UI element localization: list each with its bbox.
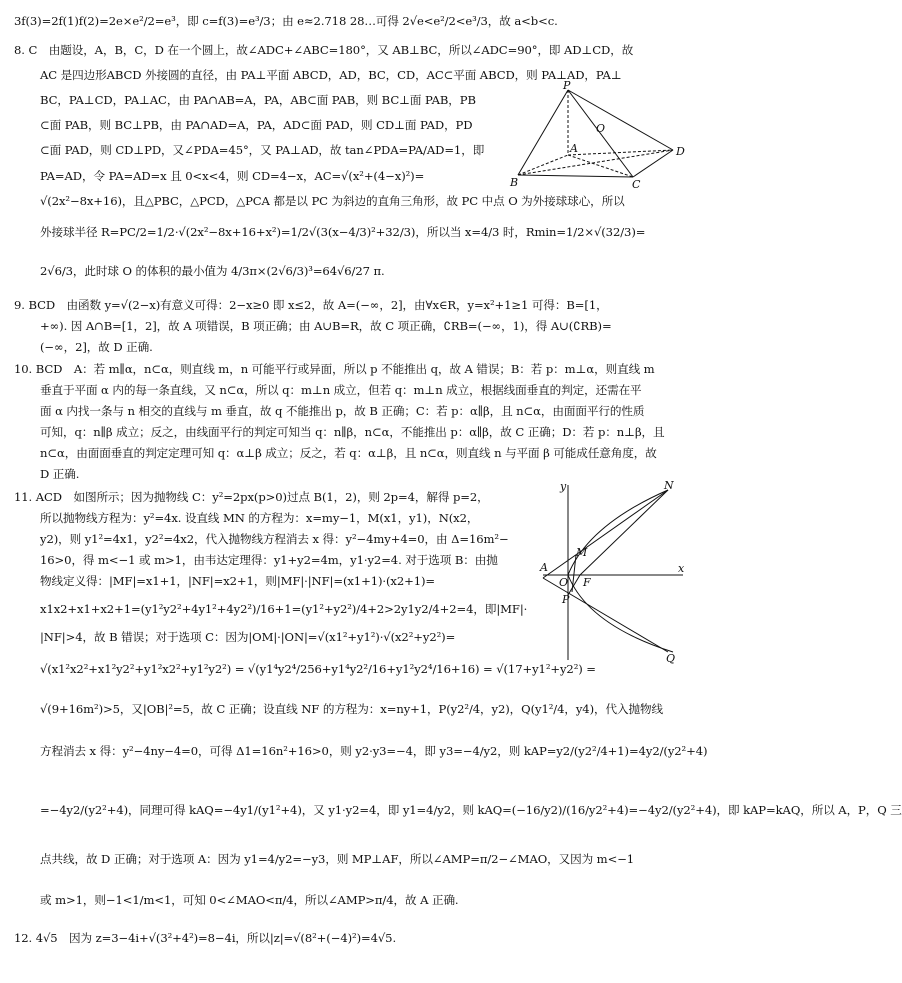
text-line: 点共线，故 D 正确；对于选项 A：因为 y1=4/y2=−y3，则 MP⊥AF，所以∠AMP=π/2−∠MAO，又因为 m<−1 [40,852,635,866]
text-line: =−4y2/(y2²+4)，同理可得 kAQ=−4y1/(y1²+4)，又 y1·y2=4，即 y1=4/y2，则 kAQ=(−16/y2)/(16/y2²+4)=−4y2/(y2²+4)，即 kAP=kAQ，所以 A，P，Q 三 [40,803,902,817]
label-y: y [560,480,567,493]
text-line: D 正确. [40,467,80,481]
label-o: O [596,122,606,135]
pyramid-figure [508,80,688,190]
text-line: 9. BCD 由函数 y=√(2−x)有意义可得：2−x≥0 即 x≤2，故 A=(−∞，2]，由∀x∈R，y=x²+1≥1 可得：B=[1， [14,298,608,312]
text-line: 10. BCD A：若 m∥α，n⊂α，则直线 m，n 可能平行或异面，所以 p 不能推出 q，故 A 错误；B：若 p：m⊥α，则直线 m [14,362,655,376]
text-line: 3f(3)=2f(1)f(2)=2e×e²/2=e³，即 c=f(3)=e³/3；由 e≈2.718 28…可得 2√e<e²/2<e³/3，故 a<b<c. [14,14,558,28]
text-line: |NF|>4，故 B 错误；对于选项 C：因为|OM|·|ON|=√(x1²+y1²)·√(x2²+y2²)= [40,630,456,644]
text-line: 所以抛物线方程为：y²=4x. 设直线 MN 的方程为：x=my−1，M(x1，y1)，N(x2， [40,511,479,525]
label-d: D [676,145,685,158]
text-line: √(2x²−8x+16)，且△PBC，△PCD，△PCA 都是以 PC 为斜边的直角三角形，故 PC 中点 O 为外接球球心，所以 [40,194,625,208]
text-line: BC，PA⊥CD，PA⊥AC，由 PA∩AB=A，PA，AB⊂面 PAB，则 BC⊥面 PAB，PB [40,93,476,107]
text-line: +∞). 因 A∩B=[1，2]，故 A 项错误，B 项正确；由 A∪B=R，故 C 项正确，∁RB=(−∞，1)，得 A∪(∁RB)= [40,319,612,333]
text-line: 12. 4√5 因为 z=3−4i+√(3²+4²)=8−4i，所以|z|=√(8²+(−4)²)=4√5. [14,931,397,945]
label-c: C [632,178,641,191]
label-f: F [583,576,591,589]
text-line: √(9+16m²)>5，又|OB|²=5，故 C 正确；设直线 NF 的方程为：x=ny+1，P(y2²/4，y2)，Q(y1²/4，y4)，代入抛物线 [40,702,663,716]
text-line: y2)，则 y1²=4x1，y2²=4x2，代入抛物线方程消去 x 得：y²−4my+4=0，由 Δ=16m²− [40,532,509,546]
text-line: 方程消去 x 得：y²−4ny−4=0，可得 Δ1=16n²+16>0，则 y2·y3=−4，即 y3=−4/y2，则 kAP=y2/(y2²/4+1)=4y2/(y2²+4) [40,744,708,758]
text-line: 面 α 内找一条与 n 相交的直线与 m 垂直，故 q 不能推出 p，故 B 正确；C：若 p：α∥β，且 n⊂α，由面面平行的性质 [40,404,645,418]
text-line: PA=AD，令 PA=AD=x 且 0<x<4，则 CD=4−x，AC=√(x²+(4−x)²)= [40,169,425,183]
text-line: AC 是四边形ABCD 外接圆的直径，由 PA⊥平面 ABCD，AD，BC，CD，AC⊂平面 ABCD，则 PA⊥AD，PA⊥ [40,68,622,82]
text-line: n⊂α，由面面垂直的判定定理可知 q：α⊥β 成立；反之，若 q：α⊥β，且 n⊂α，则直线 n 与平面 β 可能成任意角度，故 [40,446,657,460]
text-line: 或 m>1，则−1<1/m<1，可知 0<∠MAO<π/4，所以∠AMP>π/4，故 A 正确. [40,893,459,907]
label-b: B [510,176,519,189]
text-line: ⊂面 PAB，则 BC⊥PB，由 PA∩AD=A，PA，AD⊂面 PAD，则 CD⊥面 PAD，PD [40,118,473,132]
label-x: x [678,562,685,575]
label-m: M [576,546,588,559]
text-line: 8. C 由题设，A，B，C，D 在一个圆上，故∠ADC+∠ABC=180°，又 AB⊥BC，所以∠ADC=90°，即 AD⊥CD，故 [14,43,634,57]
text-line: ⊂面 PAD，则 CD⊥PD，又∠PDA=45°，又 PA⊥AD，故 tan∠PDA=PA/AD=1，即 [40,143,485,157]
parabola-figure [538,480,688,665]
text-line: √(x1²x2²+x1²y2²+y1²x2²+y1²y2²) = √(y1⁴y2⁴/256+y1⁴y2²/16+y1²y2⁴/16+16) = √(17+y1²+y2²) = [40,662,596,676]
label-a: A [570,142,578,155]
label-n: N [664,479,674,492]
text-line: 物线定义得：|MF|=x1+1，|NF|=x2+1，则|MF|·|NF|=(x1+1)·(x2+1)= [40,574,436,588]
text-line: 16>0，得 m<−1 或 m>1，由韦达定理得：y1+y2=4m，y1·y2=4. 对于选项 B：由抛 [40,553,498,567]
label-q: Q [666,652,676,665]
label-p: P [563,79,571,92]
label-o2: O [559,576,569,589]
text-line: 可知，q：n∥β 成立；反之，由线面平行的判定可知当 q：n∥β，n⊂α，不能推出 p：α∥β，故 C 正确；D：若 p：n⊥β，且 [40,425,665,439]
text-line: x1x2+x1+x2+1=(y1²y2²+4y1²+4y2²)/16+1=(y1²+y2²)/4+2>2y1y2/4+2=4，即|MF|· [40,602,528,616]
label-p2: P [562,593,570,606]
text-line: (−∞，2]，故 D 正确. [40,340,153,354]
text-line: 11. ACD 如图所示；因为抛物线 C：y²=2px(p>0)过点 B(1，2)，则 2p=4，解得 p=2， [14,490,489,504]
text-line: 2√6/3，此时球 O 的体积的最小值为 4/3π×(2√6/3)³=64√6/27 π. [40,264,385,278]
text-line: 外接球半径 R=PC/2=1/2·√(2x²−8x+16+x²)=1/2√(3(x−4/3)²+32/3)，所以当 x=4/3 时，Rmin=1/2×√(32/3)= [40,225,646,239]
label-a2: A [540,561,548,574]
text-line: 垂直于平面 α 内的每一条直线，又 n⊂α，所以 q：m⊥n 成立，但若 q：m⊥n 成立，根据线面垂直的判定，还需在平 [40,383,642,397]
